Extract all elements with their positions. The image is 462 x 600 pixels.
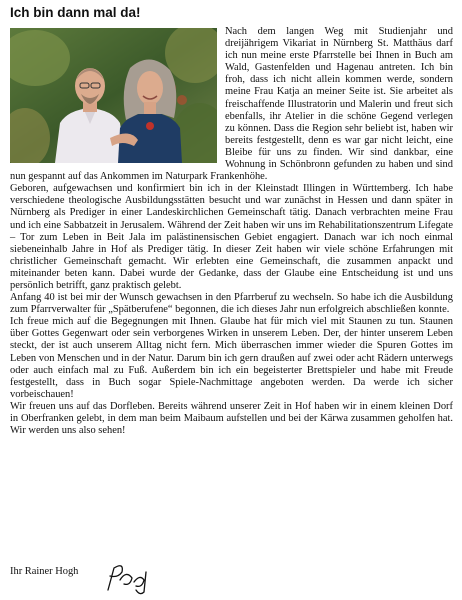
photo-spacer [10,26,217,163]
article-title: Ich bin dann mal da! [10,5,141,20]
paragraph-career-change: Anfang 40 ist bei mir der Wunsch gewachsen in den Pfarrberuf zu wechseln. So habe ich die Ausbildung zum Pfarrverwalter für „Spätberufene“ begonnen, die ich dieses Jahr nun erfolgreich abschließen konnte. [10,292,453,316]
signature-block [10,566,210,600]
handwritten-signature-icon [100,560,160,596]
paragraph-background: Geboren, aufgewachsen und konfirmiert bin ich in der Kleinstadt Illingen in Württemberg. Ich habe verschiedene theologische Ausbildungsstätten besucht und war zunächst in Hessen und dann später in Nürnberg als Prediger in einer Landeskirchlichen Gemeinschaft tätig. Danach verbrachten meine Frau und ich eine Sabbatzeit in Jerusalem. Während der Zeit haben wir uns im Rehabilitationszentrum Lifegate – Tor zum Leben in Beit Jala im palästinensischen Gebiet engagiert. Danach war ich noch einmal siebeneinhalb Jahre in Hof als Prediger tätig. In dieser Zeit haben wir viele schöne Erfahrungen mit christlicher Gemeinschaft gemacht. Wir erlebten eine Gemeinschaft, die zusammen anpackt und miteinander beten kann. Dabei wurde der Gedanke, dass der Glaube eine Entscheidung ist und uns persönlich betrifft, ganz praktisch gelebt. [10,183,453,291]
paragraph-intro: Nach dem langen Weg mit Studienjahr und dreijährigem Vikariat in Nürnberg St. Matthäus darf ich nun meine erste Pfarrstelle bei Ihnen in Buch am Wald, Gastenfelden und Hagenau antreten. Ich bin froh, dass ich nicht allein kommen werde, sondern meine Frau Katja an meiner Seite ist. Sie arbeitet als freischaffende Illustratorin und Malerin und freut sich ebenfalls, ihr Atelier in die schöne Gegend verlegen zu können. Dass die Region sehr beliebt ist, haben wir bereits festgestellt, denn es war gar nicht leicht, eine Bleibe für uns zu finden. Wir sind dankbar, eine Wohnung in Schönbronn gefunden zu haben und sind nun gespannt auf das Ankommen im Naturpark Frankenhöhe. [10,26,453,183]
signature-text: Ihr Rainer Hogh [10,566,79,577]
paragraph-village-life: Wir freuen uns auf das Dorfleben. Bereits während unserer Zeit in Hof haben wir in einem kleinen Dorf in Oberfranken gelebt, in dem man beim Maibaum aufstellen und bei der Kärwa zusammen geholfen hat. Wir werden uns also sehen! [10,400,453,437]
paragraph-faith: Ich freue mich auf die Begegnungen mit Ihnen. Glaube hat für mich viel mit Staunen zu tun. Staunen über Gottes Gegenwart oder sein verborgenes Wirken in unserem Leben. Der, der hinter unserem Leben steckt, der ist auch unserem Alltag nicht fern. Mich überraschen immer wieder die Spuren Gottes im Leben von Menschen und in der Natur. Darum bin ich gern draußen auf zwei oder acht Rädern unterwegs oder auch einfach mal zu Fuß. Außerdem bin ich ein begeisterter Brettspieler und habe mit Freude festgestellt, dass in Buch sogar Spiele-Nachmittage angeboten werden. Da werde ich sicher vorbeischauen! [10,316,453,400]
article-body [10,26,453,437]
